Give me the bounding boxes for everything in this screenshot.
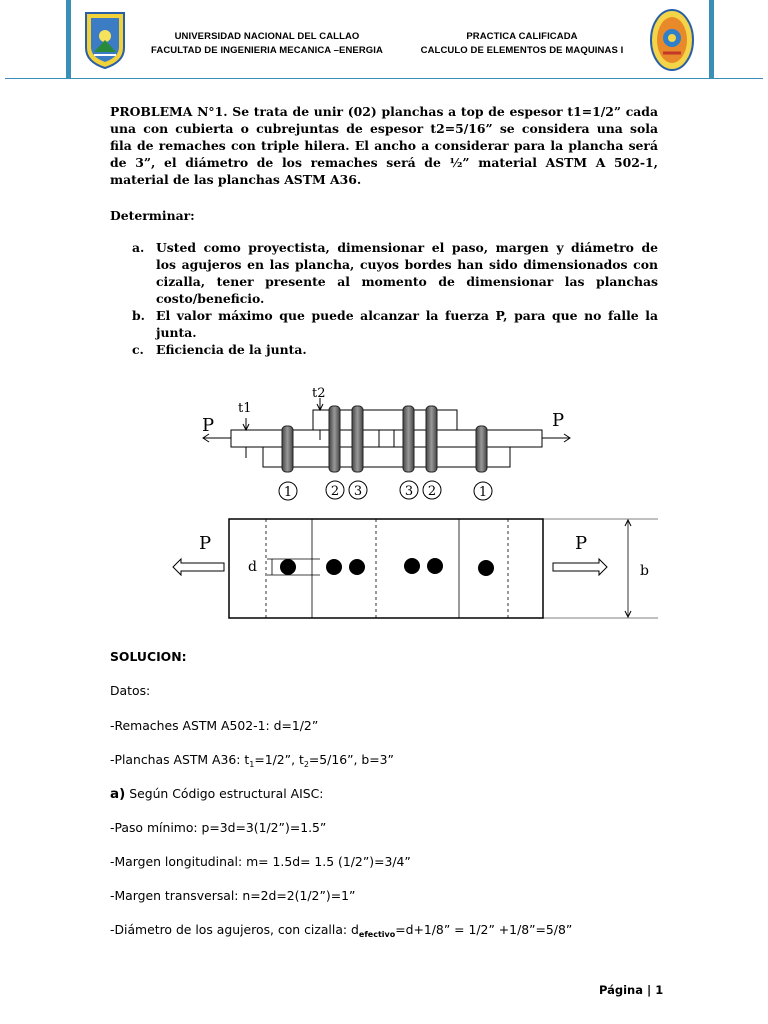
problem-statement — [110, 103, 658, 188]
problem-line: PROBLEMA N°1. Se trata de unir (02) planchas a top de espesor t1=1/2” cada — [110, 104, 658, 119]
label-t1: t1 — [238, 401, 252, 416]
university-logo — [82, 10, 128, 70]
force-label-right-top: P — [575, 533, 588, 554]
row-label: 1 — [478, 485, 488, 500]
force-label-right: P — [552, 410, 565, 431]
task-item-a — [110, 239, 658, 307]
paso-line: -Paso mínimo: p=3d=3(1/2”)=1.5” — [110, 820, 327, 835]
planchas-text: =1/2”, t — [254, 752, 304, 767]
header-faculty: FACULTAD DE INGENIERIA MECANICA –ENERGIA — [150, 45, 383, 56]
row-label: 2 — [330, 484, 340, 499]
problem-line: fila de remaches con triple hilera. El ancho a considerar para la plancha será — [110, 138, 658, 153]
planchas-text: =5/16”, b=3” — [308, 752, 394, 767]
header-practice: PRACTICA CALIFICADA — [466, 31, 578, 42]
task-item-b — [110, 307, 658, 341]
force-label-left-top: P — [199, 533, 212, 554]
task-line: costo/beneficio. — [156, 291, 265, 306]
header-university: UNIVERSIDAD NACIONAL DEL CALLAO — [174, 31, 360, 42]
determinar-heading: Determinar: — [110, 208, 195, 223]
faculty-logo — [649, 8, 695, 72]
row-label: 1 — [283, 485, 293, 500]
subscript: 1 — [249, 760, 255, 769]
planchas-text: -Planchas ASTM A36: t — [110, 752, 250, 767]
solution-title: SOLUCION: — [110, 649, 187, 664]
row-label: 3 — [404, 484, 414, 499]
diametro-text: -Diámetro de los agujeros, con cizalla: d — [110, 922, 359, 937]
task-line: Eficiencia de la junta. — [156, 342, 307, 357]
task-line: Usted como proyectista, dimensionar el paso, margen y diámetro de — [156, 240, 658, 255]
diametro-line — [110, 922, 572, 939]
task-line: El valor máximo que puede alcanzar la fuerza P, para que no falle la — [156, 308, 658, 323]
margen-transversal-line: -Margen transversal: n=2d=2(1/2”)=1” — [110, 888, 356, 903]
plate-top-view — [229, 519, 543, 618]
task-line: los agujeros en las plancha, cuyos bordes han sido dimensionados con — [156, 257, 658, 272]
task-list — [110, 239, 658, 358]
section-marker: a) — [110, 786, 126, 802]
codigo-line — [110, 786, 323, 802]
subscript: 2 — [303, 760, 309, 769]
codigo-text: Según Código estructural AISC: — [125, 786, 324, 801]
label-b: b — [640, 563, 649, 579]
task-line: junta. — [156, 325, 197, 340]
task-marker: a. — [132, 240, 145, 255]
header-course: CALCULO DE ELEMENTOS DE MAQUINAS I — [420, 45, 624, 56]
diametro-text: =d+1/8” = 1/2” +1/8”=5/8” — [395, 922, 573, 937]
label-t2: t2 — [312, 386, 326, 401]
cover-plate-bottom — [263, 447, 510, 467]
problem-line: de 3”, el diámetro de los remaches será de ½” material ASTM A 502-1, — [110, 155, 658, 170]
task-line: cizalla, tener presente al momento de dimensionar las planchas — [156, 274, 658, 289]
header-left-bar — [66, 0, 71, 78]
header-right-bar — [709, 0, 714, 78]
remaches-line: -Remaches ASTM A502-1: d=1/2” — [110, 718, 319, 733]
joint-diagram — [0, 380, 768, 630]
task-marker: c. — [132, 342, 144, 357]
subscript: efectivo — [358, 930, 396, 939]
problem-line: una con cubierta o cubrejuntas de espesor t2=5/16” se considera una sola — [110, 121, 658, 136]
problem-line: material de las planchas ASTM A36. — [110, 172, 362, 187]
datos-label: Datos: — [110, 683, 151, 698]
task-marker: b. — [132, 308, 145, 323]
page-number: Página | 1 — [599, 983, 664, 997]
force-label-left: P — [202, 415, 215, 436]
margen-longitudinal-line: -Margen longitudinal: m= 1.5d= 1.5 (1/2”)=3/4” — [110, 854, 411, 869]
rivet-row-labels — [279, 481, 492, 500]
row-label: 3 — [353, 484, 363, 499]
task-item-c — [110, 341, 658, 358]
label-d: d — [248, 559, 257, 575]
planchas-line — [110, 752, 394, 769]
header-rule — [5, 78, 763, 79]
row-label: 2 — [427, 484, 437, 499]
